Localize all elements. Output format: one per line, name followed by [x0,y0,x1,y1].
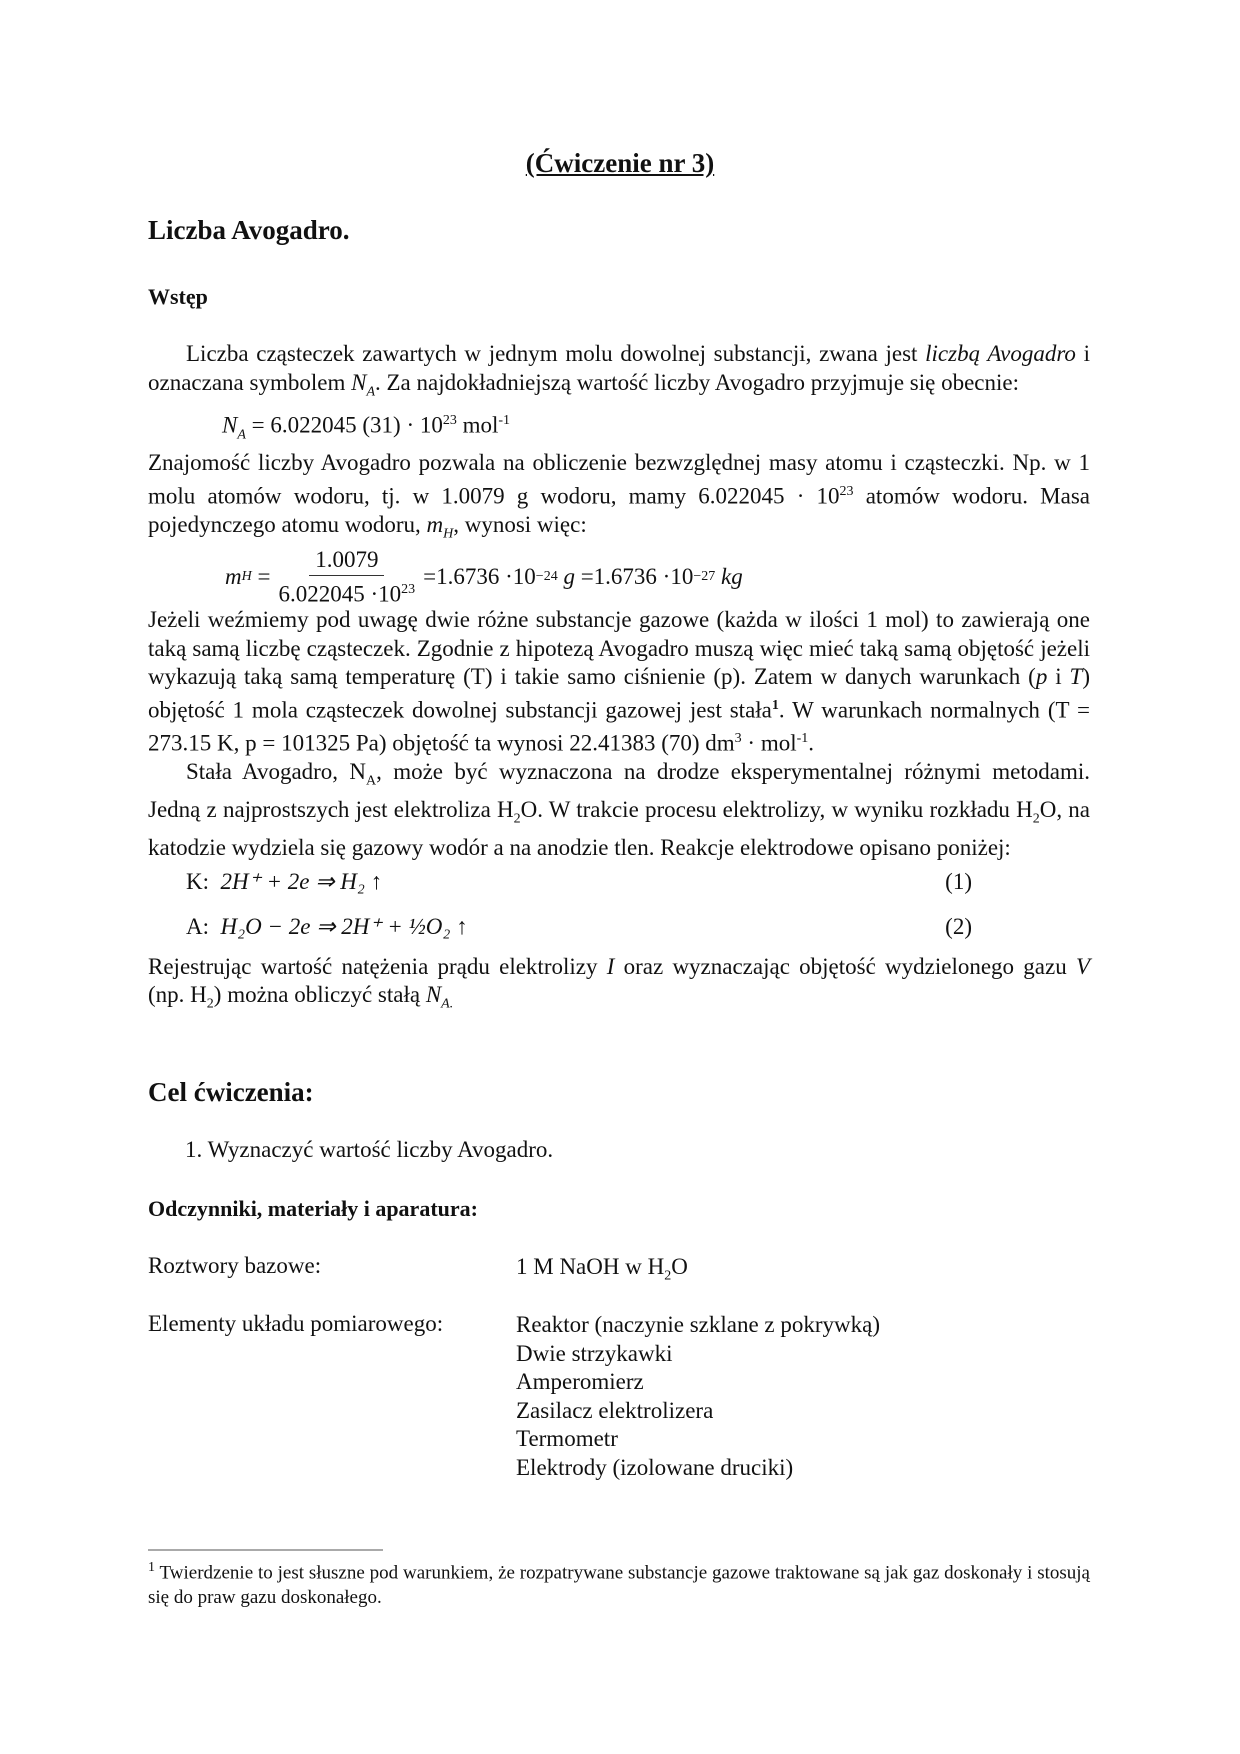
footnote-divider [148,1549,383,1551]
base-solutions-value: 1 M NaOH w $H_2O$ [516,1254,688,1284]
elements-label: Elementy układu pomiarowego: [148,1311,444,1336]
footnote: $^1$ Twierdzenie to jest słuszne pod warunkiem, że rozpatrywane substancje gazowe traktowane są jak gaz doskonały i stosują się do praw gazu doskonałego. [148,1560,1090,1609]
exercise-title: (Ćwiczenie nr 3) [525,148,715,178]
intro-body [148,340,1090,1019]
reaction-cathode: K: 2H⁺ + 2e ⇒ H₂ ↑ (1) [186,869,972,895]
paragraph-1: Liczba cząsteczek zawartych w jednym molu dowolnej substancji, zwana jest liczbą Avogadro i oznaczana symbolem $N_A$. Za najdokładniejszą wartość liczby Avogadro przyjmuje się obecnie: [148,341,1090,400]
element-item: Zasilacz elektrolizera [516,1397,714,1423]
paragraph-5: Rejestrując wartość natężenia prądu elektrolizy I oraz wyznaczając objętość wydzielonego gazu V (np. $H_2$) można obliczyć stałą $N_{A.}$ [148,953,1090,1012]
base-solutions-label: Roztwory bazowe: [148,1253,322,1278]
paragraph-4: Stała Avogadro, $N_A$, może być wyznaczona na drodze eksperymentalnej różnymi metodami. Jedną z najprostszych jest elektroliza $H_2O$. W trakcie procesu elektrolizy, w wyniku rozkładu $H_2O$, na katodzie wydziela się gazowy wodór a na anodzie tlen. Reakcje elektrodowe opisano poniżej: [148,758,1090,861]
mass-equation: m H = $\frac{1.0079}{6.022045 \cdot 10^{23}}$ =1.6736 ·10 −24 g =1.6736 ·10 −27 kg [148,549,1090,606]
page-heading: Liczba Avogadro. [148,215,350,245]
paragraph-3: Jeżeli weźmiemy pod uwagę dwie różne substancje gazowe (każda w ilości 1 mol) to zawierają one taką samą liczbę cząsteczek. Zgodnie z hipotezą Avogadro muszą więc mieć taką samą objętość jeżeli wykazują taką samą temperaturę (T) i takie samo ciśnienie (p). Zatem w danych warunkach (p i T) objętość 1 mola cząsteczek dowolnej substancji gazowej jest stała$^1$. W warunkach normalnych (T = 273.15 K, p = 101325 Pa) objętość ta wynosi 22.41383 (70) $dm^3 \cdot mol^{-1}$. [148,607,1090,756]
fraction: $\frac{1.0079}{6.022045 \cdot 10^{23}}$ [278,547,416,607]
element-item: Amperomierz [516,1369,644,1394]
goal-item: 1. Wyznaczyć wartość liczby Avogadro. [185,1137,554,1162]
goal-heading: Cel ćwiczenia: [148,1077,314,1107]
element-item: Reaktor (naczynie szklane z pokrywką) [516,1312,881,1337]
element-item: Dwie strzykawki [516,1340,673,1366]
element-item: Termometr [516,1426,618,1451]
paragraph-2: Znajomość liczby Avogadro pozwala na obliczenie bezwzględnej masy atomu i cząsteczki. Np. w 1 molu atomów wodoru, tj. w 1.0079 g wodoru, mamy $6.022045 \cdot 10^{23}$ atomów wodoru. Masa pojedynczego atomu wodoru, $m_H$, wynosi więc: [148,450,1090,542]
avogadro-equation: $N_A = 6.022045$ $(31) \cdot 10^{23}$ mol$^{-1}$ [222,412,511,442]
element-item: Elektrody (izolowane druciki) [516,1454,794,1480]
intro-heading: Wstęp [148,284,208,309]
materials-heading: Odczynniki, materiały i aparatura: [148,1196,478,1221]
elements-list [516,1311,880,1482]
reaction-anode: A: H₂O − 2e ⇒ 2H⁺ + ½O₂ ↑ (2) [186,914,972,940]
